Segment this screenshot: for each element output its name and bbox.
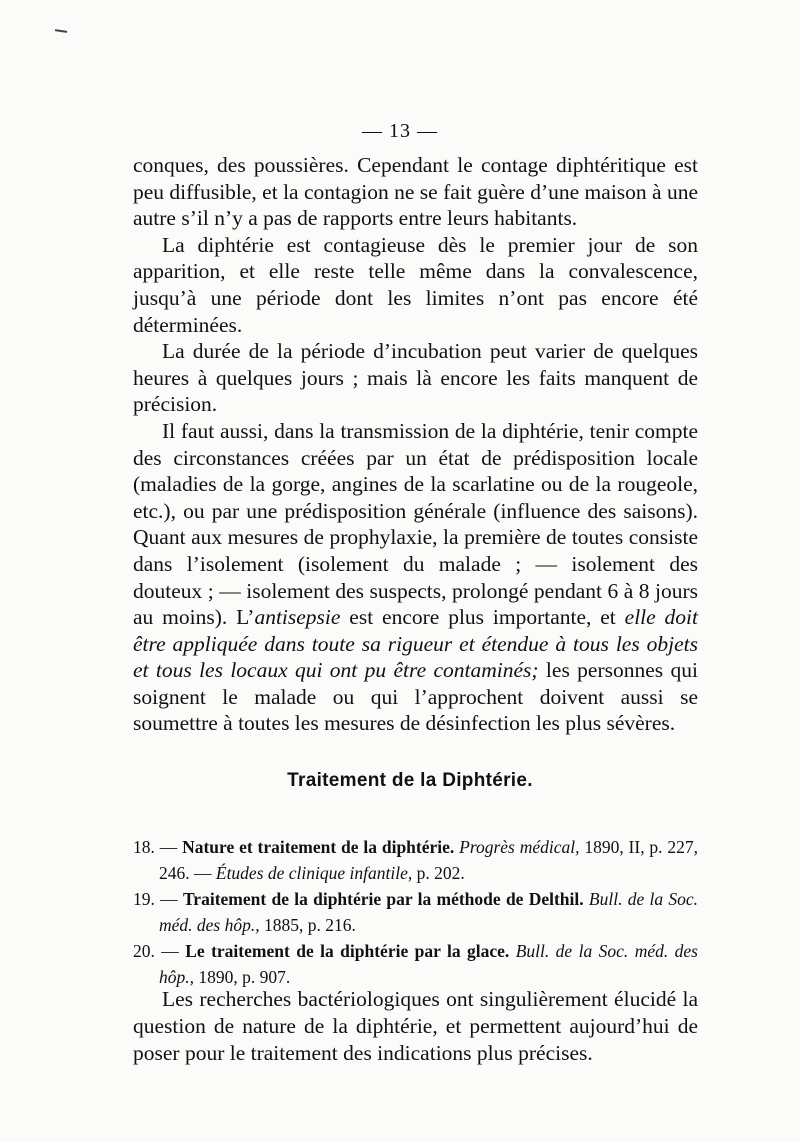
paragraph-4-end: les personnes qui soignent le malade ou qui l’approchent doivent aussi se soumettre à toutes les mesures de désinfection les plus sévères. — [133, 658, 698, 736]
reference-detail: 1890, II, p. 227, 246. — — [159, 837, 699, 883]
scan-mark — [55, 29, 67, 33]
reference-detail: 1890, p. 907. — [194, 967, 291, 987]
section-heading: Traitement de la Diphtérie. — [287, 770, 533, 791]
body-text — [133, 152, 698, 737]
page-number: — 13 — — [362, 120, 438, 142]
reference-title: Le traitement de la diphtérie par la glace. — [185, 941, 510, 961]
reference-detail: p. 202. — [412, 863, 465, 883]
antisepsie-term: antisepsie — [254, 605, 341, 630]
reference-number: 18. — — [133, 837, 178, 857]
paragraph-2: La diphtérie est contagieuse dès le premier jour de son apparition, et elle reste telle même dans la convalescence, jusqu’à une période dont les limites n’ont pas encore été déterminées. — [133, 232, 698, 337]
reference-source: Études de clinique infantile, — [215, 863, 413, 883]
reference-detail: 1885, p. 216. — [259, 915, 356, 935]
paragraph-3: La durée de la période d’incubation peut varier de quelques heures à quelques jours ; mais là encore les faits manquent de précision. — [133, 339, 698, 417]
paragraph-4-start: Il faut aussi, dans la transmission de la diphtérie, tenir compte des circonstances créées par un état de prédisposition locale (maladies de la gorge, angines de la scarlatine ou de la rougeole, etc.), ou par une prédisposition générale (influence des saisons). Quant aux mesures de prophylaxie, la première de toutes consiste dans l’isolement (isolement du malade ; — isolement des douteux ; — isolement des suspects, prolongé pendant 6 à 8 jours au moins). L’ — [133, 418, 698, 630]
emphasis-phrase: elle doit être appliquée dans toute sa rigueur et étendue à tous les objets et tous les locaux qui ont pu être contaminés; — [133, 605, 698, 683]
reference-source: Progrès médical, — [459, 837, 580, 857]
reference-source: Bull. de la Soc. méd. des hôp., — [159, 941, 698, 987]
reference-item — [133, 886, 698, 938]
paragraph-4 — [133, 418, 698, 737]
references-list — [133, 834, 698, 990]
reference-number: 19. — — [133, 889, 178, 909]
reference-number: 20. — — [133, 941, 179, 961]
closing-text — [133, 986, 698, 1067]
paragraph-1: conques, des poussières. Cependant le contage diphtéritique est peu diffusible, et la contagion ne se fait guère d’une maison à une autre s’il n’y a pas de rapports entre leurs habitants. — [133, 153, 698, 231]
reference-title: Nature et traitement de la diphtérie. — [182, 837, 455, 857]
reference-item — [133, 938, 698, 990]
reference-item — [133, 834, 698, 886]
closing-paragraph: Les recherches bactériologiques ont singulièrement élucidé la question de nature de la diphtérie, et permettent aujourd’hui de poser pour le traitement des indications plus précises. — [133, 987, 698, 1065]
reference-title: Traitement de la diphtérie par la méthode de Delthil. — [182, 889, 584, 909]
paragraph-4-middle: est encore plus importante, et — [340, 605, 625, 630]
reference-source: Bull. de la Soc. méd. des hôp., — [159, 889, 699, 935]
